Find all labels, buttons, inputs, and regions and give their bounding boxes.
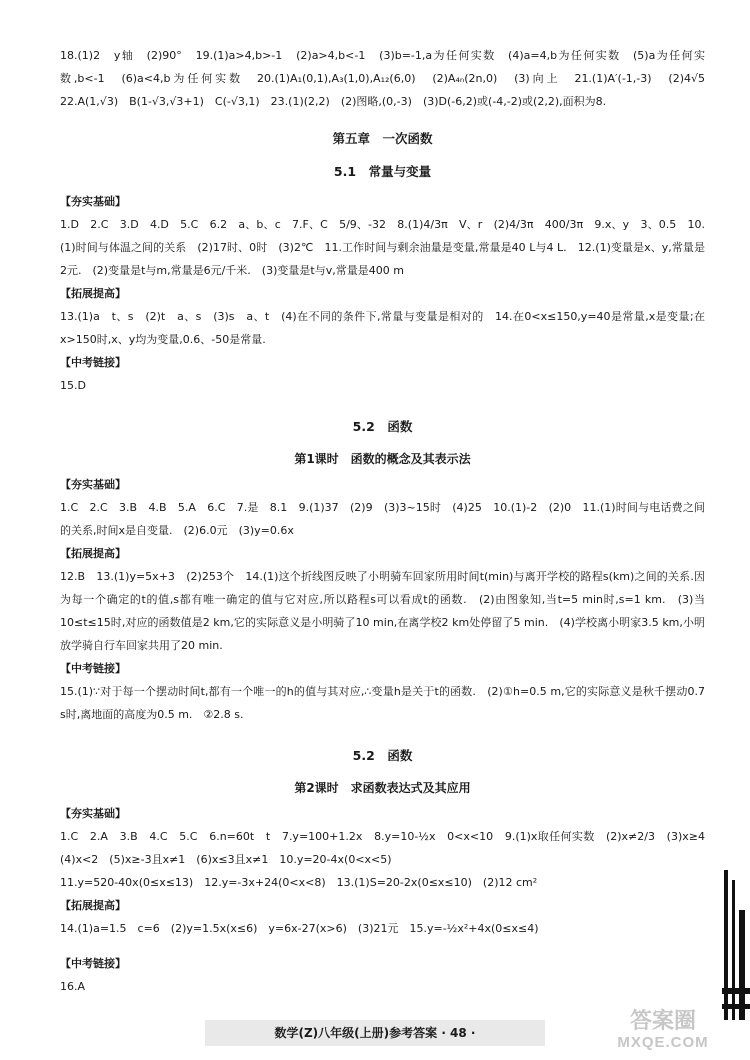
category-tag: 【拓展提高】 (60, 547, 126, 560)
lesson-heading: 第2课时 求函数表达式及其应用 (294, 781, 471, 795)
answer-paragraph: 14.(1)a=1.5 c=6 (2)y=1.5x(x≤6) y=6x-27(x>6) (3)21元 15.y=-½x²+4x(0≤x≤4) (60, 922, 539, 935)
answer-paragraph: 12.B 13.(1)y=5x+3 (2)253个 14.(1)这个折线图反映了小明骑车回家所用时间t(min)与离开学校的路程s(km)之间的关系.因为每一个确定的t的值,s都有唯一确定的值与它对应,所以路程s可以看成t的函数. (2)由图象知,当t=5 min时,s=1 km. (3)当10≤t≤15时,对应的函数值是2 km,它的实际意义是小明骑了10 min,在离学校2 km处停留了5 min. (4)学校离小明家3.5 km,小明放学骑自行车回家共用了20 min. (60, 570, 705, 652)
category-tag: 【拓展提高】 (60, 287, 126, 300)
answer-paragraph: 16.A (60, 980, 86, 993)
answer-paragraph: 1.C 2.A 3.B 4.C 5.C 6.n=60t t 7.y=100+1.2x 8.y=10-½x 0<x<10 9.(1)x取任何实数 (2)x≠2/3 (3)x≥4 (4)x<2 (5)x≥-3且x≠1 (6)x≤3且x≠1 10.y=20-4x(0<x<5) (60, 830, 716, 866)
lesson-heading: 第1课时 函数的概念及其表示法 (294, 452, 471, 466)
category-tag: 【中考链接】 (60, 662, 126, 675)
answer-paragraph: 1.C 2.C 3.B 4.B 5.A 6.C 7.是 8.1 9.(1)37 (2)9 (3)3~15时 (4)25 10.(1)-2 (2)0 11.(1)时间与电话费之间的关系,时间x是自变量. (2)6.0元 (3)y=0.6x (60, 501, 705, 537)
answer-paragraph: 15.(1)∵对于每一个摆动时间t,都有一个唯一的h的值与其对应,∴变量h是关于t的函数. (2)①h=0.5 m,它的实际意义是秋千摆动0.7 s时,离地面的高度为0.5 m. ②2.8 s. (60, 685, 705, 721)
answer-paragraph: 13.(1)a t、s (2)t a、s (3)s a、t (4)在不同的条件下,常量与变量是相对的 14.在0<x≤150,y=40是常量,x是变量;在x>150时,x、y均为变量,0.6、-50是常量. (60, 310, 705, 346)
section-heading: 5.2 函数 (352, 419, 413, 434)
watermark-url: MXQE.COM (617, 1034, 709, 1051)
answer-paragraph: 1.D 2.C 3.D 4.D 5.C 6.2 a、b、c 7.F、C 5/9、-32 8.(1)4/3π V、r (2)4/3π 400/3π 9.x、y 3、0.5 10.(1)时间与体温之间的关系 (2)17时、0时 (3)2℃ 11.工作时间与剩余油量是变量,常量是40 L与4 L. 12.(1)变量是x、y,常量是2元. (2)变量是t与m,常量是6元/千米. (3)变量是t与v,常量是400 m (60, 218, 705, 277)
watermark-logo (588, 1008, 738, 1056)
category-tag: 【夯实基础】 (60, 478, 126, 491)
section-heading: 5.1 常量与变量 (333, 164, 432, 179)
spacer (60, 940, 705, 952)
spacer (60, 397, 705, 409)
category-tag: 【夯实基础】 (60, 195, 126, 208)
section-heading: 5.2 函数 (352, 748, 413, 763)
answer-paragraph: 11.y=520-40x(0≤x≤13) 12.y=-3x+24(0<x<8) 13.(1)S=20-2x(0≤x≤10) (2)12 cm² (60, 876, 538, 889)
category-tag: 【夯实基础】 (60, 807, 126, 820)
watermark-text: 答案圈 (629, 1008, 696, 1033)
category-tag: 【中考链接】 (60, 356, 126, 369)
category-tag: 【拓展提高】 (60, 899, 126, 912)
chapter-heading: 第五章 一次函数 (332, 131, 433, 146)
category-tag: 【中考链接】 (60, 957, 126, 970)
spacer (60, 726, 705, 738)
answer-paragraph: 18.(1)2 y轴 (2)90° 19.(1)a>4,b>-1 (2)a>4,b<-1 (3)b=-1,a为任何实数 (4)a=4,b为任何实数 (5)a为任何实数,b<-1 (6)a<4,b为任何实数 20.(1)A₁(0,1),A₃(1,0),A₁₂(6,0) (2)A₄ₙ(2n,0) (3)向上 21.(1)A′(-1,-3) (2)4√5 22.A(1,√3) B(1-√3,√3+1) C(-√3,1) 23.(1)(2,2) (2)图略,(0,-3) (3)D(-6,2)或(-4,-2)或(2,2),面积为8. (60, 49, 716, 108)
answer-paragraph: 15.D (60, 379, 86, 392)
answer-page (60, 44, 716, 998)
binding-edge-decoration (722, 870, 750, 1020)
page-footer: 数学(Z)八年级(上册)参考答案 · 48 · (205, 1020, 545, 1046)
